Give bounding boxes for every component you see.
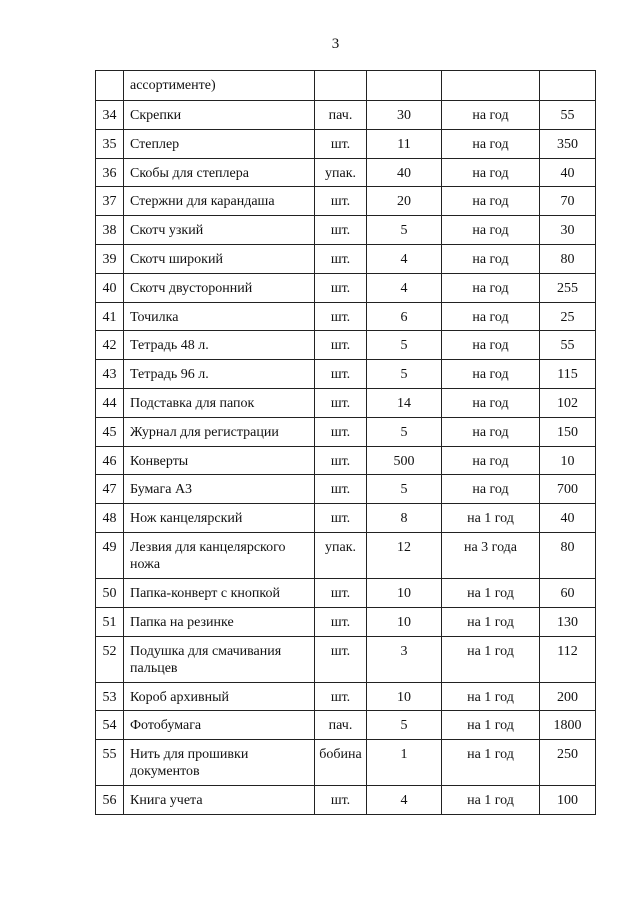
cell-price: 150 <box>540 417 596 446</box>
cell-qty: 6 <box>367 302 442 331</box>
cell-name: Бумага А3 <box>124 475 315 504</box>
cell-unit: шт. <box>315 786 367 815</box>
cell-qty: 8 <box>367 504 442 533</box>
table-row <box>96 636 596 682</box>
cell-num: 37 <box>96 187 124 216</box>
cell-name: Скотч двусторонний <box>124 273 315 302</box>
cell-period: на год <box>442 244 540 273</box>
cell-name: Скотч широкий <box>124 244 315 273</box>
cell-unit: шт. <box>315 244 367 273</box>
cell-num: 34 <box>96 101 124 130</box>
cell-num: 56 <box>96 786 124 815</box>
cell-unit: пач. <box>315 711 367 740</box>
cell-unit: шт. <box>315 636 367 682</box>
cell-name: Нить для прошивки документов <box>124 740 315 786</box>
cell-qty: 500 <box>367 446 442 475</box>
page-number: 3 <box>331 36 340 52</box>
cell-num: 38 <box>96 216 124 245</box>
cell-period: на 1 год <box>442 740 540 786</box>
cell-name: Стержни для карандаша <box>124 187 315 216</box>
cell-name: Журнал для регистрации <box>124 417 315 446</box>
table-row <box>96 331 596 360</box>
cell-unit: упак. <box>315 158 367 187</box>
cell-name: Скрепки <box>124 101 315 130</box>
cell-price: 80 <box>540 532 596 578</box>
cell-qty: 11 <box>367 129 442 158</box>
cell-unit: шт. <box>315 682 367 711</box>
cell-price: 60 <box>540 578 596 607</box>
cell-period: на 1 год <box>442 504 540 533</box>
cell-num: 41 <box>96 302 124 331</box>
cell-period: на год <box>442 187 540 216</box>
table-row <box>96 711 596 740</box>
cell-num: 52 <box>96 636 124 682</box>
table-row <box>96 578 596 607</box>
cell-price: 55 <box>540 101 596 130</box>
cell-unit: пач. <box>315 101 367 130</box>
cell-period: на год <box>442 331 540 360</box>
cell-num: 44 <box>96 388 124 417</box>
cell-unit: шт. <box>315 302 367 331</box>
cell-qty: 5 <box>367 331 442 360</box>
cell-qty: 5 <box>367 216 442 245</box>
cell-num: 53 <box>96 682 124 711</box>
cell-qty: 40 <box>367 158 442 187</box>
cell-period: на год <box>442 388 540 417</box>
cell-unit: шт. <box>315 417 367 446</box>
cell-name: Степлер <box>124 129 315 158</box>
cell-num: 36 <box>96 158 124 187</box>
cell-price: 25 <box>540 302 596 331</box>
table-row <box>96 607 596 636</box>
cell-unit: шт. <box>315 504 367 533</box>
cell-num: 46 <box>96 446 124 475</box>
cell-num: 43 <box>96 360 124 389</box>
cell-period: на 1 год <box>442 607 540 636</box>
cell-unit: шт. <box>315 388 367 417</box>
cell-qty: 12 <box>367 532 442 578</box>
cell-qty: 10 <box>367 607 442 636</box>
cell-period: на 3 года <box>442 532 540 578</box>
cell-qty: 5 <box>367 711 442 740</box>
cell-period <box>442 71 540 101</box>
cell-num: 50 <box>96 578 124 607</box>
cell-price: 55 <box>540 331 596 360</box>
cell-qty: 4 <box>367 786 442 815</box>
cell-qty: 10 <box>367 682 442 711</box>
cell-period: на год <box>442 302 540 331</box>
cell-price: 10 <box>540 446 596 475</box>
cell-unit: шт. <box>315 360 367 389</box>
cell-unit: шт. <box>315 331 367 360</box>
cell-unit: шт. <box>315 129 367 158</box>
cell-num: 47 <box>96 475 124 504</box>
cell-unit: шт. <box>315 273 367 302</box>
cell-period: на 1 год <box>442 711 540 740</box>
cell-period: на год <box>442 446 540 475</box>
cell-unit: шт. <box>315 187 367 216</box>
cell-name: Нож канцелярский <box>124 504 315 533</box>
table-row <box>96 158 596 187</box>
cell-period: на год <box>442 360 540 389</box>
table-row <box>96 504 596 533</box>
cell-price: 700 <box>540 475 596 504</box>
cell-num: 40 <box>96 273 124 302</box>
table-row <box>96 101 596 130</box>
cell-qty: 5 <box>367 417 442 446</box>
supplies-table <box>95 70 596 815</box>
cell-num: 48 <box>96 504 124 533</box>
cell-price: 255 <box>540 273 596 302</box>
cell-num <box>96 71 124 101</box>
table-row <box>96 244 596 273</box>
cell-num: 39 <box>96 244 124 273</box>
cell-period: на год <box>442 101 540 130</box>
cell-name: Книга учета <box>124 786 315 815</box>
cell-qty: 1 <box>367 740 442 786</box>
cell-num: 54 <box>96 711 124 740</box>
cell-num: 51 <box>96 607 124 636</box>
cell-name: Тетрадь 96 л. <box>124 360 315 389</box>
cell-qty: 14 <box>367 388 442 417</box>
cell-price: 250 <box>540 740 596 786</box>
table-row <box>96 129 596 158</box>
cell-qty: 4 <box>367 244 442 273</box>
cell-price: 100 <box>540 786 596 815</box>
table-row <box>96 187 596 216</box>
cell-price: 1800 <box>540 711 596 740</box>
cell-num: 55 <box>96 740 124 786</box>
cell-qty: 5 <box>367 360 442 389</box>
cell-period: на 1 год <box>442 786 540 815</box>
cell-num: 35 <box>96 129 124 158</box>
cell-name: Скотч узкий <box>124 216 315 245</box>
cell-price: 130 <box>540 607 596 636</box>
cell-qty: 4 <box>367 273 442 302</box>
cell-num: 42 <box>96 331 124 360</box>
cell-name: Лезвия для канцелярского ножа <box>124 532 315 578</box>
table-row <box>96 360 596 389</box>
cell-period: на 1 год <box>442 578 540 607</box>
table-row <box>96 446 596 475</box>
cell-period: на год <box>442 216 540 245</box>
cell-unit: шт. <box>315 216 367 245</box>
cell-period: на год <box>442 158 540 187</box>
cell-price <box>540 71 596 101</box>
cell-period: на год <box>442 129 540 158</box>
table-row <box>96 532 596 578</box>
cell-unit: шт. <box>315 446 367 475</box>
cell-qty: 3 <box>367 636 442 682</box>
table-row <box>96 417 596 446</box>
cell-price: 30 <box>540 216 596 245</box>
cell-price: 80 <box>540 244 596 273</box>
cell-price: 200 <box>540 682 596 711</box>
cell-num: 49 <box>96 532 124 578</box>
cell-price: 115 <box>540 360 596 389</box>
cell-period: на год <box>442 273 540 302</box>
table-row <box>96 475 596 504</box>
cell-unit: шт. <box>315 578 367 607</box>
cell-name: Фотобумага <box>124 711 315 740</box>
cell-period: на 1 год <box>442 682 540 711</box>
continuation-row <box>96 71 596 101</box>
cell-name: Тетрадь 48 л. <box>124 331 315 360</box>
cell-unit <box>315 71 367 101</box>
cell-price: 40 <box>540 504 596 533</box>
table-row <box>96 216 596 245</box>
cell-name: Папка-конверт с кнопкой <box>124 578 315 607</box>
cell-qty <box>367 71 442 101</box>
cell-name: Короб архивный <box>124 682 315 711</box>
table-row <box>96 388 596 417</box>
table-row <box>96 682 596 711</box>
cell-period: на год <box>442 417 540 446</box>
cell-unit: упак. <box>315 532 367 578</box>
cell-price: 70 <box>540 187 596 216</box>
cell-name: Папка на резинке <box>124 607 315 636</box>
cell-name: ассортименте) <box>124 71 315 101</box>
cell-name: Подставка для папок <box>124 388 315 417</box>
cell-name: Скобы для степлера <box>124 158 315 187</box>
table-row <box>96 273 596 302</box>
cell-price: 112 <box>540 636 596 682</box>
table-row <box>96 786 596 815</box>
table-row <box>96 740 596 786</box>
cell-price: 102 <box>540 388 596 417</box>
cell-qty: 10 <box>367 578 442 607</box>
cell-qty: 30 <box>367 101 442 130</box>
cell-period: на год <box>442 475 540 504</box>
cell-qty: 5 <box>367 475 442 504</box>
cell-unit: шт. <box>315 475 367 504</box>
cell-name: Точилка <box>124 302 315 331</box>
supplies-table-body <box>96 71 596 815</box>
cell-unit: шт. <box>315 607 367 636</box>
cell-num: 45 <box>96 417 124 446</box>
table-row <box>96 302 596 331</box>
cell-unit: бобина <box>315 740 367 786</box>
cell-name: Конверты <box>124 446 315 475</box>
cell-price: 350 <box>540 129 596 158</box>
cell-qty: 20 <box>367 187 442 216</box>
cell-period: на 1 год <box>442 636 540 682</box>
cell-price: 40 <box>540 158 596 187</box>
cell-name: Подушка для смачивания пальцев <box>124 636 315 682</box>
